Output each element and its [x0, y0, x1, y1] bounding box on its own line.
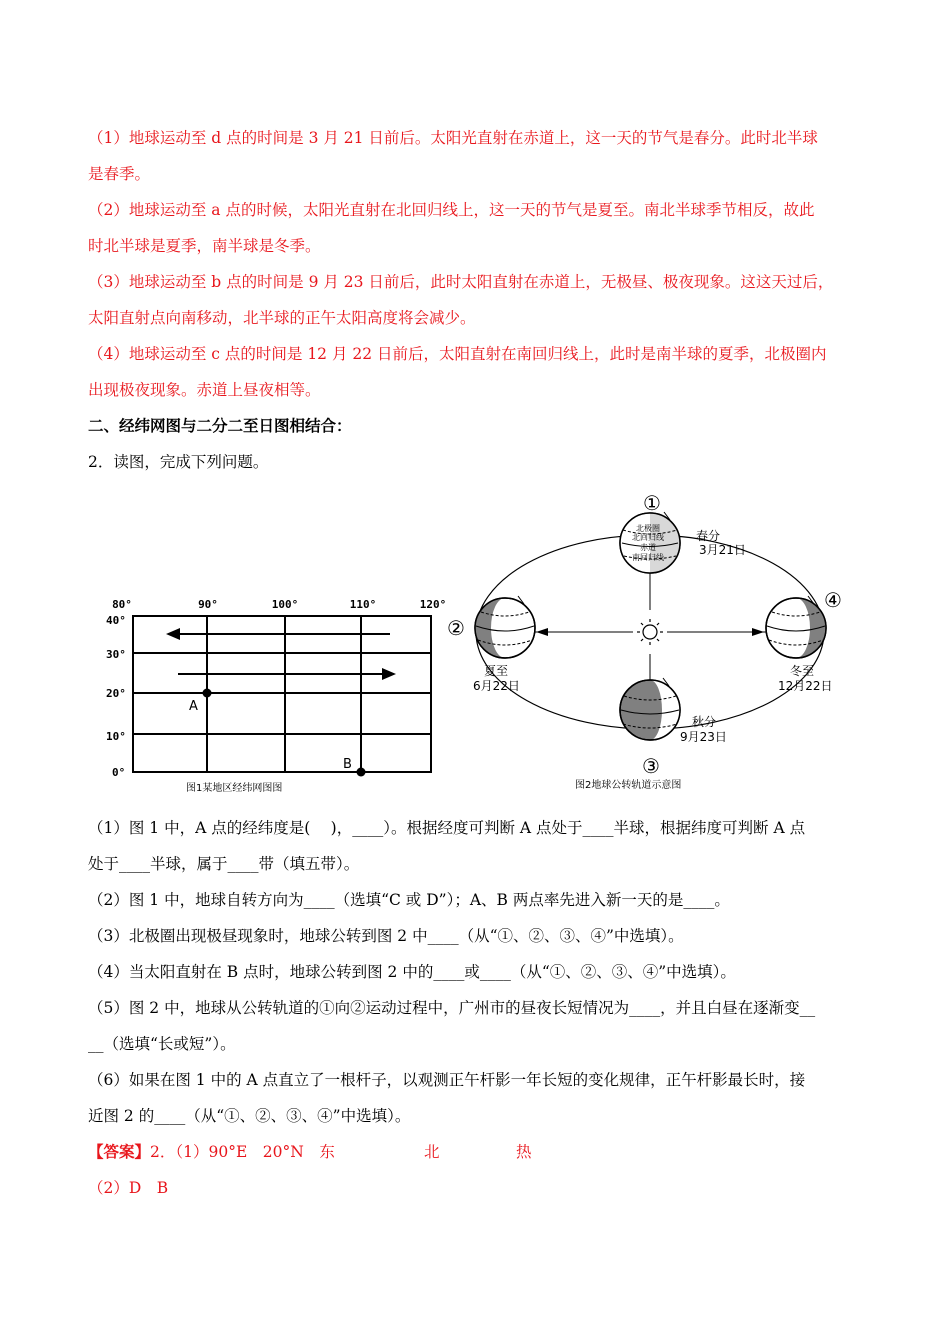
- summer-solstice-date: 6月22日: [473, 679, 520, 693]
- answer-paragraph-2-line-1: （2）地球运动至 a 点的时候，太阳光直射在北回归线上，这一天的节气是夏至。南北半球季节相反，故此: [88, 201, 815, 219]
- position-1-number: ①: [643, 491, 661, 515]
- label-tropic-cancer: 北回归线: [632, 533, 664, 542]
- lat-label-40: 40°: [106, 614, 126, 627]
- autumn-equinox-date: 9月23日: [680, 730, 727, 744]
- answer-paragraph-3-line-2: 太阳直射点向南移动，北半球的正午太阳高度将会减少。: [88, 309, 476, 327]
- point-b-label: B: [343, 757, 352, 772]
- question-intro: 2．读图，完成下列问题。: [88, 453, 269, 471]
- figure-1-grid: [106, 598, 446, 794]
- earth-position-2: [475, 596, 535, 658]
- earth-position-3: [620, 678, 680, 740]
- answer-paragraph-1-line-1: （1）地球运动至 d 点的时间是 3 月 21 日前后。太阳光直射在赤道上，这一天的节气是春分。此时北半球: [88, 129, 818, 147]
- label-equator: 赤道: [640, 543, 656, 552]
- figures-svg: [100, 488, 870, 798]
- spring-equinox-date: 3月21日: [699, 543, 746, 557]
- position-4-number: ④: [824, 588, 842, 612]
- question-6-line-1: （6）如果在图 1 中的 A 点直立了一根杆子，以观测正午杆影一年长短的变化规律，正午杆影最长时，接: [88, 1071, 806, 1089]
- question-6-line-2: 近图 2 的____（从“①、②、③、④”中选填）。: [88, 1107, 411, 1125]
- answer-paragraph-4-line-1: （4）地球运动至 c 点的时间是 12 月 22 日前后，太阳直射在南回归线上，此时是南半球的夏季，北极圈内: [88, 345, 827, 363]
- question-1-line-2: 处于____半球，属于____带（填五带）。: [88, 855, 360, 873]
- question-4: （4）当太阳直射在 B 点时，地球公转到图 2 中的____或____（从“①、②、③、④”中选填）。: [88, 963, 736, 981]
- orbit-arrow-left: [536, 628, 548, 636]
- lon-label-90: 90°: [198, 598, 218, 611]
- point-b: [357, 768, 366, 777]
- figure-1-caption: 图1某地区经纬网图图: [186, 783, 283, 794]
- orbit-arrow-right: [752, 628, 764, 636]
- answer-hot: 热: [516, 1143, 532, 1161]
- spring-equinox-label: 春分: [696, 529, 721, 543]
- label-tropic-capricorn: 南回归线: [632, 553, 664, 562]
- question-1-line-1: （1）图 1 中，A 点的经纬度是( )，____）。根据经度可判断 A 点处于____半球，根据纬度可判断 A 点: [88, 819, 806, 837]
- point-a: [203, 689, 212, 698]
- point-a-label: A: [189, 699, 198, 714]
- question-2: （2）图 1 中，地球自转方向为____（选填“C 或 D”）；A、B 两点率先进入新一天的是____。: [88, 891, 730, 909]
- lat-label-0: 0°: [112, 766, 126, 779]
- answer-north: 北: [424, 1143, 440, 1161]
- lat-label-10: 10°: [106, 730, 126, 743]
- lon-label-100: 100°: [271, 598, 299, 611]
- question-5-line-2: __（选填“长或短”）。: [88, 1035, 236, 1053]
- figures-area: [100, 488, 870, 798]
- arrow-west-head: [166, 628, 180, 640]
- label-arctic-circle: 北极圈: [636, 524, 660, 533]
- summer-solstice-label: 夏至: [484, 664, 509, 678]
- earth-position-1: [620, 512, 680, 573]
- question-5-line-1: （5）图 2 中，地球从公转轨道的①向②运动过程中，广州市的昼夜长短情况为____，并且白昼在逐渐变__: [88, 999, 816, 1017]
- answer-paragraph-3-line-1: （3）地球运动至 b 点的时间是 9 月 23 日前后，此时太阳直射在赤道上，无极昼、极夜现象。这这天过后，: [88, 273, 834, 291]
- sun-icon: [637, 619, 663, 645]
- answer-paragraph-4-line-2: 出现极夜现象。赤道上昼夜相等。: [88, 381, 321, 399]
- answer-line-1: [88, 1142, 863, 1162]
- figure-2-orbit: [447, 491, 842, 791]
- autumn-equinox-label: 秋分: [692, 715, 717, 729]
- position-3-number: ③: [642, 754, 660, 778]
- lat-label-30: 30°: [106, 648, 126, 661]
- answer-label: 【答案】: [88, 1142, 151, 1161]
- lon-label-110: 110°: [349, 598, 377, 611]
- position-2-number: ②: [447, 616, 465, 640]
- answer-part-1: 2．（1）90°E 20°N 东: [150, 1143, 335, 1161]
- lon-label-120: 120°: [419, 598, 447, 611]
- answer-line-2: （2）D B: [88, 1179, 169, 1197]
- section-heading: 二、经纬网图与二分二至日图相结合：: [88, 416, 352, 435]
- lat-label-20: 20°: [106, 687, 126, 700]
- question-3: （3）北极圈出现极昼现象时，地球公转到图 2 中____（从“①、②、③、④”中选填）。: [88, 927, 684, 945]
- arrow-east-head: [382, 668, 396, 680]
- figure-2-caption: 图2地球公转轨道示意图: [575, 780, 682, 791]
- winter-solstice-date: 12月22日: [778, 679, 833, 693]
- answer-paragraph-1-line-2: 是春季。: [88, 165, 151, 183]
- winter-solstice-label: 冬至: [790, 664, 815, 678]
- lon-label-80: 80°: [112, 598, 132, 611]
- answer-paragraph-2-line-2: 时北半球是夏季，南半球是冬季。: [88, 237, 321, 255]
